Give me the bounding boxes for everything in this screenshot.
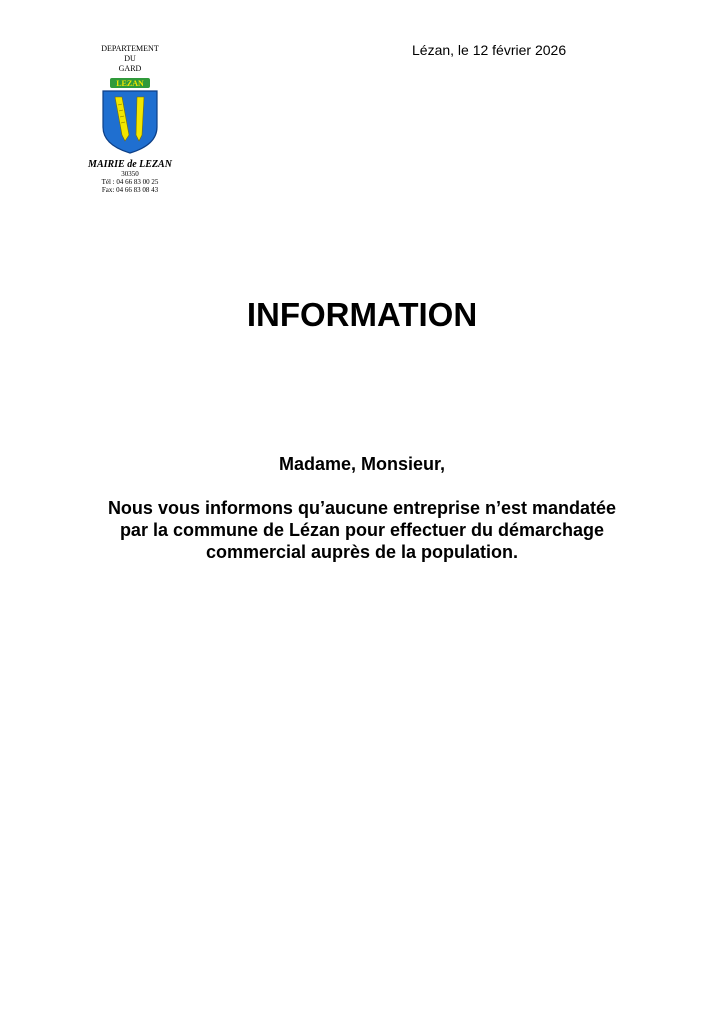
department-line: GARD: [118, 64, 142, 73]
postal-code: 30350: [121, 170, 139, 178]
salutation: Madame, Monsieur,: [278, 454, 446, 474]
department-line: DEPARTEMENT: [101, 44, 159, 53]
message-line: par la commune de Lézan pour effectuer du démarchage: [119, 520, 605, 540]
document-title: INFORMATION: [246, 296, 478, 333]
coat-of-arms-logo: [95, 77, 165, 155]
document-date: Lézan, le 12 février 2026: [412, 42, 567, 58]
telephone: Tél : 04 66 83 00 25: [101, 178, 159, 186]
letterhead: [80, 44, 180, 194]
message-line: commercial auprès de la population.: [205, 542, 519, 562]
message-body: [0, 497, 724, 563]
message-line: Nous vous informons qu’aucune entreprise n’est mandatée: [107, 498, 617, 518]
fax: Fax: 04 66 83 08 43: [101, 186, 159, 194]
mairie-name: MAIRIE de LEZAN: [88, 159, 172, 170]
crest-banner-text: LEZAN: [116, 79, 144, 88]
department-line: DU: [124, 54, 136, 63]
